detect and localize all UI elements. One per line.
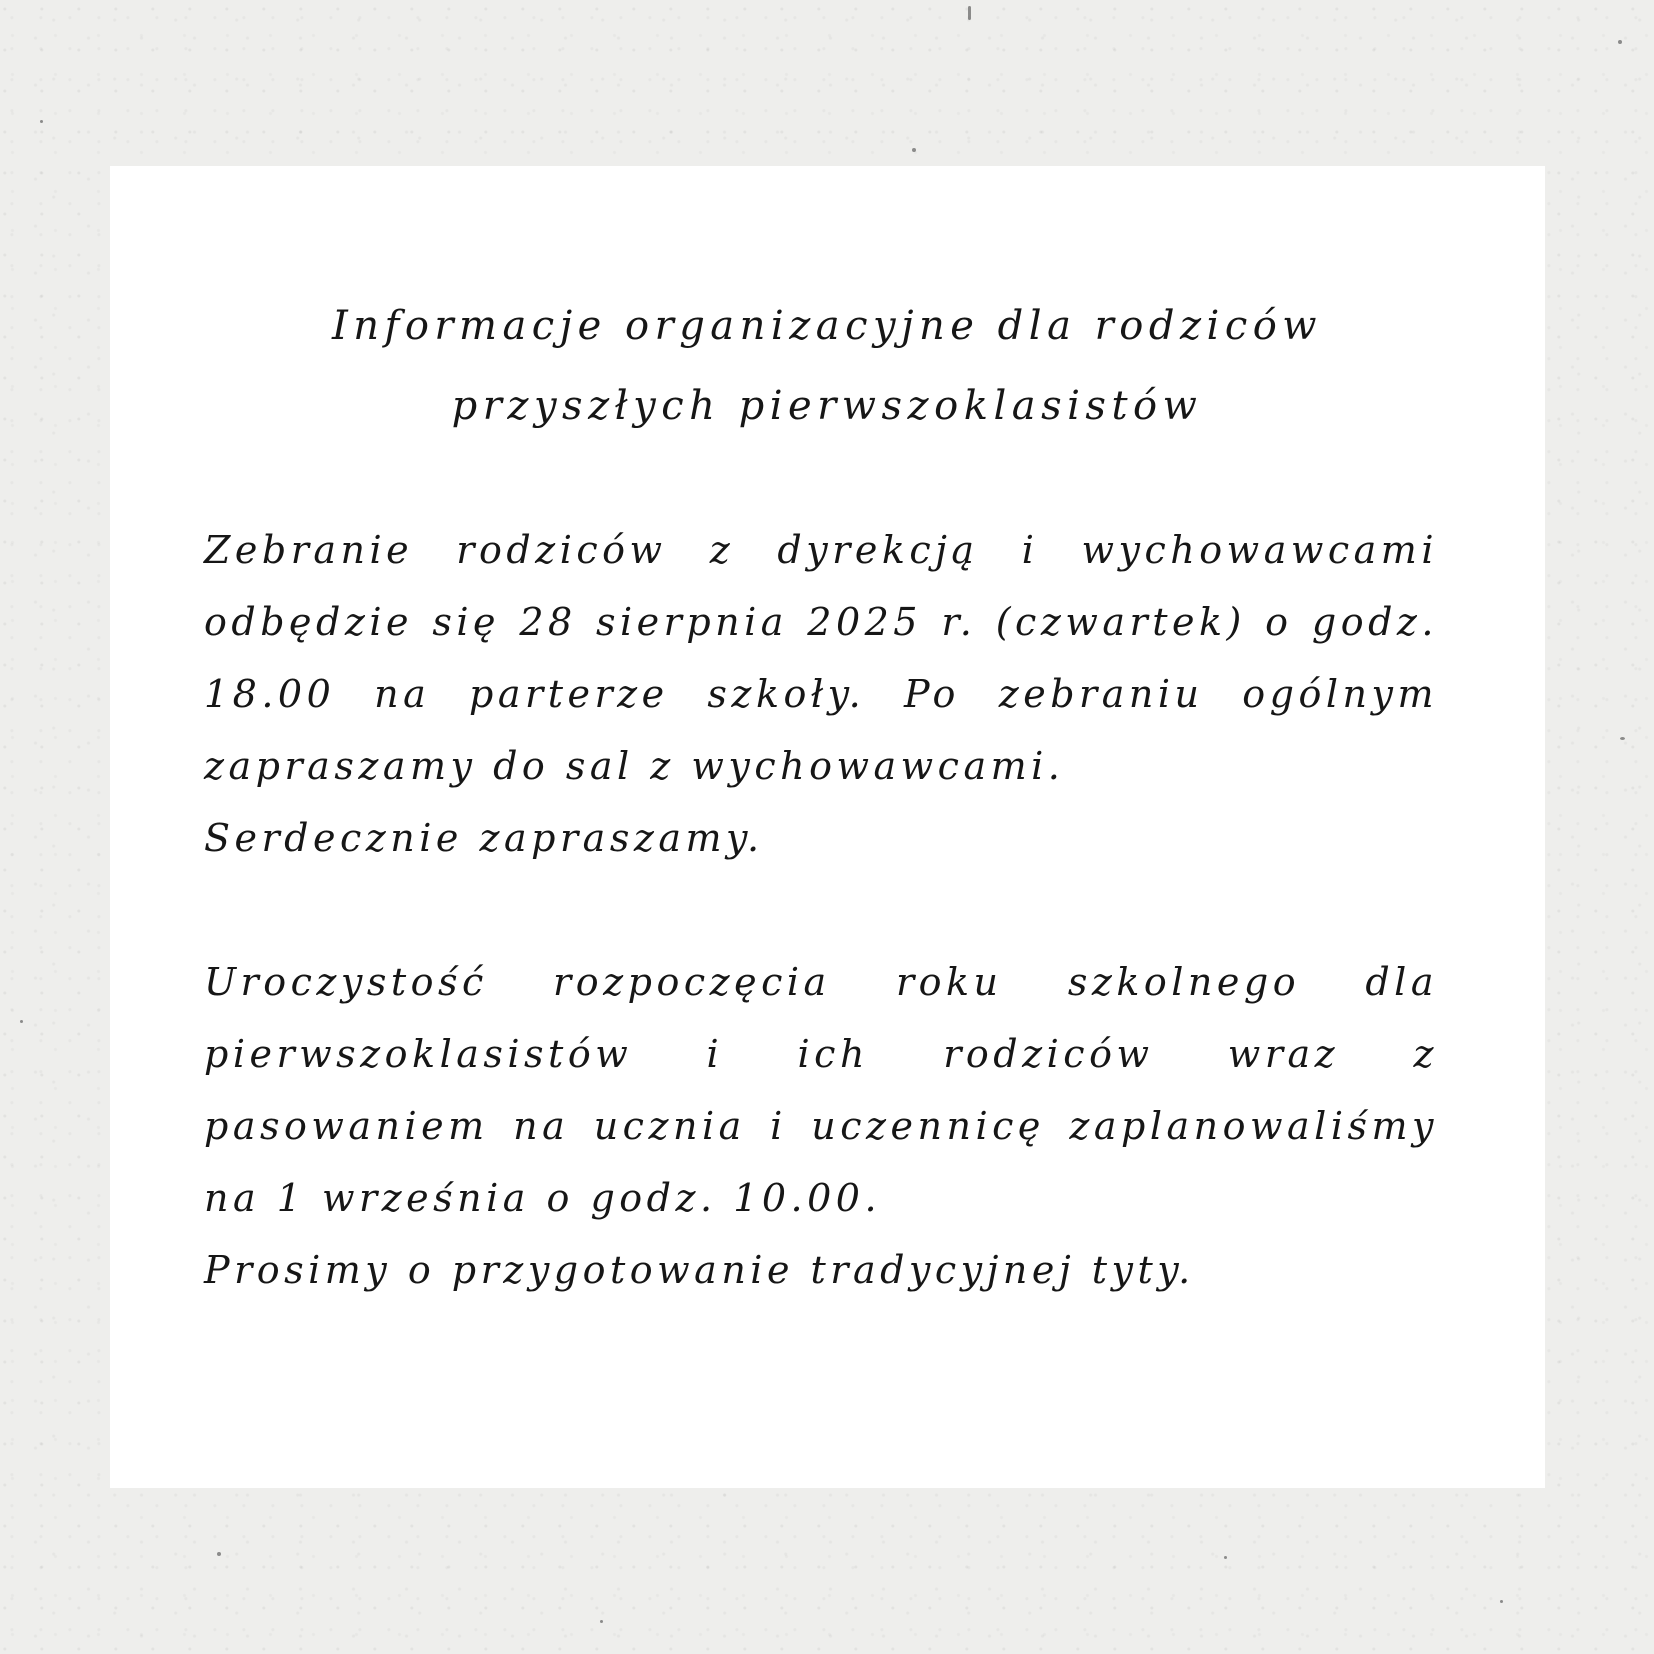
title-line-2: przyszłych pierwszoklasistów [451,383,1203,429]
paper-speck [912,148,916,152]
meeting-paragraph-text: Zebranie rodziców z dyrekcją i wychowawcami odbędzie się 28 sierpnia 2025 r. (czwartek) o godz. 18.00 na parterze szkoły. Po zebraniu ogólnym zapraszamy do sal z wychowawcami. [204,528,1438,788]
paper-speck [40,120,43,123]
paper-speck [1224,1556,1227,1559]
title-line-1: Informacje organizacyjne dla rodziców [331,303,1323,349]
paper-speck [1618,40,1622,44]
document-title [0,286,1654,446]
paper-speck [1500,1600,1503,1603]
paper-speck [968,6,971,20]
meeting-paragraph [204,514,1438,874]
paper-speck [600,1620,603,1623]
meeting-paragraph-closing: Serdecznie zapraszamy. [204,816,764,860]
paper-speck [1620,737,1625,740]
ceremony-paragraph-closing: Prosimy o przygotowanie tradycyjnej tyty. [204,1248,1195,1292]
ceremony-paragraph [204,946,1438,1306]
paper-speck [20,1020,23,1023]
ceremony-paragraph-text: Uroczystość rozpoczęcia roku szkolnego dla pierwszoklasistów i ich rodziców wraz z pasowaniem na ucznia i uczennicę zaplanowaliśmy na 1 września o godz. 10.00. [204,960,1438,1220]
paper-speck [217,1552,221,1556]
